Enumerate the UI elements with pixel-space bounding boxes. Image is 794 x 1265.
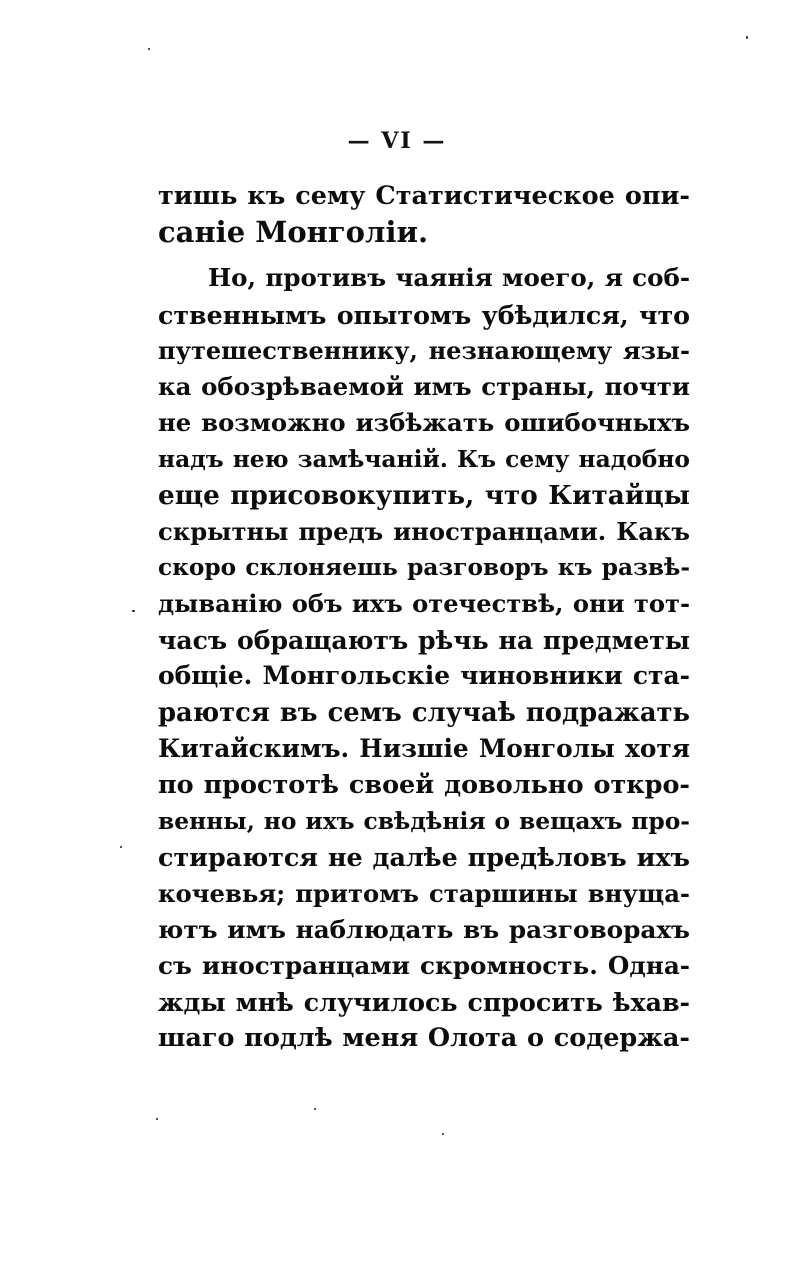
text-line: общіе. Монгольскіе чиновники ста- xyxy=(158,661,690,691)
text-line: дыванію объ ихъ отечествѣ, они тот- xyxy=(158,589,690,619)
scan-speck xyxy=(148,48,150,50)
text-line: ственнымъ опытомъ убѣдился, что xyxy=(158,299,690,330)
text-line: жды мнѣ случилось спросить ѣхав- xyxy=(158,987,690,1018)
body-text xyxy=(158,178,690,1057)
text-line: Китайскимъ. Низшіе Монголы хотя xyxy=(158,733,690,763)
scan-speck xyxy=(132,610,135,612)
page-number-header: — VI — xyxy=(347,128,447,154)
scan-speck xyxy=(156,1118,158,1120)
scan-speck xyxy=(746,36,748,39)
text-line: шаго подлѣ меня Олота о содержа- xyxy=(158,1023,690,1054)
text-line: Но, противъ чаянія моего, я соб- xyxy=(208,263,690,293)
text-line: ка обозрѣваемой имъ страны, почти xyxy=(158,371,690,401)
text-line: не возможно избѣжать ошибочныхъ xyxy=(158,408,690,438)
text-line: ютъ имъ наблюдать въ разговорахъ xyxy=(158,914,690,944)
text-line: надъ нею замѣчаній. Къ сему надобно xyxy=(158,445,690,474)
text-line: часъ обращаютъ рѣчь на предметы xyxy=(158,625,690,656)
text-line: венны, но ихъ свѣдѣнія о вещахъ про- xyxy=(158,807,690,836)
text-line: саніе Монголіи. xyxy=(158,215,429,250)
text-line: скрытны предъ иностранцами. Какъ xyxy=(158,516,690,546)
text-line: стираются не далѣе предѣловъ ихъ xyxy=(158,842,690,873)
text-line: съ иностранцами скромность. Одна- xyxy=(158,950,690,980)
scan-speck xyxy=(442,1133,444,1135)
text-line: еще присовокупить, что Китайцы xyxy=(158,479,690,511)
text-line: скоро склоняешь разговоръ къ развѣ- xyxy=(158,553,690,581)
scan-speck xyxy=(120,846,122,848)
text-line: раются въ семъ случаѣ подражать xyxy=(158,697,690,728)
scan-speck xyxy=(314,1108,316,1110)
text-line: по простотѣ своей довольно откро- xyxy=(158,770,690,800)
text-line: кочевья; притомъ старшины внуща- xyxy=(158,878,690,908)
text-line: путешественнику, незнающему язы- xyxy=(158,335,690,365)
paragraph-gap xyxy=(158,250,690,260)
text-line: тишь къ сему Статистическое опи- xyxy=(158,181,690,211)
